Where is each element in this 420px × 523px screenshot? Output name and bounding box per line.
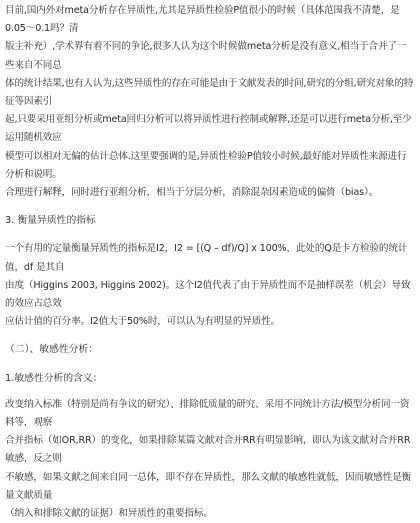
section-heading-sensitivity-analysis: （二）、敏感性分析： bbox=[5, 344, 99, 356]
text-line: 一个有用的定量衡量异质性的指标是I2，I2 = [(Q – df)/Q] x 100%，此处的Q是卡方检验的统计值，df 是其自 bbox=[5, 243, 408, 273]
text-line: 不敏感，如果文献之间来自同一总体，即不存在异质性，那么文献的敏感性就低，因而敏感性是衡量文献质量 bbox=[5, 471, 412, 501]
text-line: 目前,国内外对meta分析存在异质性,尤其是异质性检验P值很小的时候（具体范围我不清楚，是0.05～0.1吗？清 bbox=[5, 5, 400, 35]
subheading-sensitivity-meaning: 1.敏感性分析的含义： bbox=[5, 372, 103, 384]
spacer bbox=[5, 388, 414, 396]
spacer bbox=[5, 331, 414, 341]
text-line: 应估计值的百分率。I2值大于50%时，可以认为有明显的异质性。 bbox=[5, 316, 281, 328]
text-line: 合并指标（如OR,RR）的变化，如果排除某篇文献对合并RR有明显影响，即认为该文献对合并RR敏感，反之则 bbox=[5, 435, 411, 465]
text-line: 合理进行解释，同时进行亚组分析，相当于分层分析，消除混杂因素造成的偏倚（bias）。 bbox=[5, 187, 379, 199]
text-line: 体的统计结果,也有人认为,这些异质性的存在可能是由于文献发表的时间,研究的分组,研究对象的特征等因素引 bbox=[5, 77, 414, 108]
paragraph-sensitivity-definition bbox=[5, 396, 414, 523]
section-heading-heterogeneity-index: 3. 衡量异质性的指标 bbox=[5, 215, 96, 227]
paragraph-i2-index bbox=[5, 240, 414, 331]
spacer bbox=[5, 202, 414, 212]
paragraph-meta-heterogeneity bbox=[5, 2, 414, 202]
spacer bbox=[5, 360, 414, 370]
text-line: 由度（Higgins 2003, Higgins 2002)。这个I2值代表了由于异质性而不是抽样误差（机会）导致的效应占总效 bbox=[5, 279, 411, 310]
text-line: （纳入和排除文献的证据）和异质性的重要指标。 bbox=[5, 508, 213, 520]
text-line: 版主补充）,学术界有着不同的争论,很多人认为这个时候做meta分析是没有意义,相当于合并了一些来自不同总 bbox=[5, 41, 407, 71]
text-line: 起,只要采用亚组分析或meta回归分析可以将异质性进行控制或解释,还是可以进行meta分析,至少运用随机效应 bbox=[5, 114, 412, 144]
text-line: 模型可以相对无偏的估计总体.这里要强调的是,异质性检验P值较小时候,最好能对异质性来源进行分析和说明。 bbox=[5, 150, 407, 180]
text-line: 改变纳入标准（特别是尚有争议的研究）、排除低质量的研究、采用不同统计方法/模型分析同一资料等，观察 bbox=[5, 398, 410, 429]
spacer bbox=[5, 230, 414, 240]
